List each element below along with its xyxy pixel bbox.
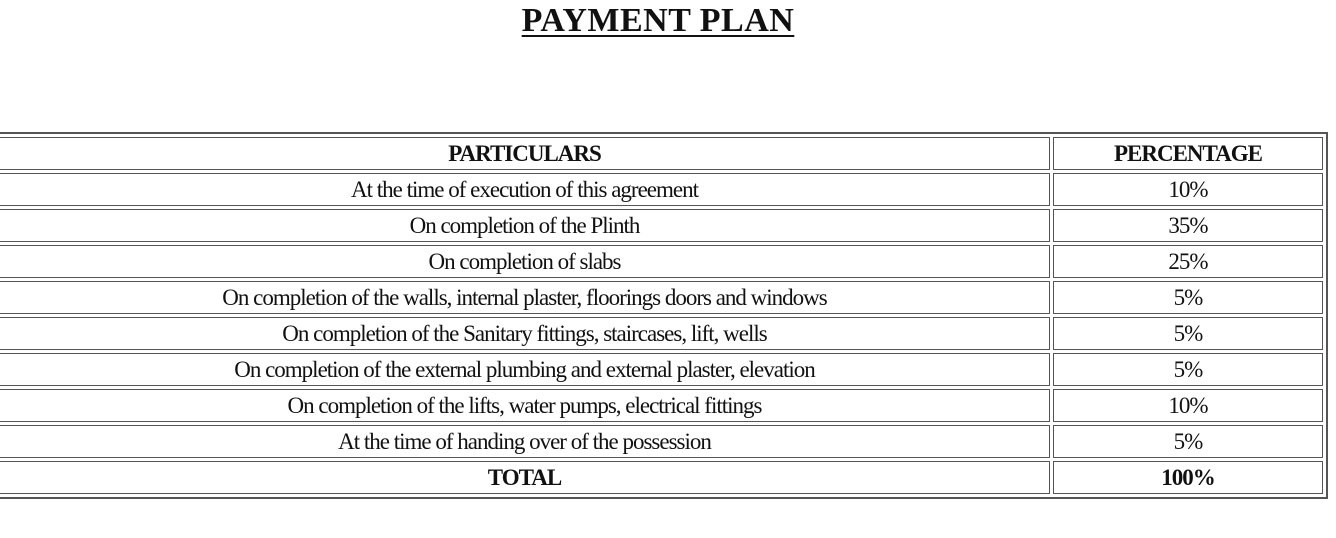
row-percentage: 5% [1053, 317, 1323, 350]
payment-plan-table-container [0, 132, 1330, 499]
payment-plan-table [0, 132, 1328, 499]
table-row [0, 353, 1323, 386]
total-row [0, 461, 1323, 494]
table-row [0, 173, 1323, 206]
header-particulars: PARTICULARS [0, 137, 1050, 170]
row-particular: At the time of execution of this agreement [0, 173, 1050, 206]
table-row [0, 389, 1323, 422]
row-percentage: 5% [1053, 281, 1323, 314]
total-value: 100% [1053, 461, 1323, 494]
row-percentage: 35% [1053, 209, 1323, 242]
row-particular: At the time of handing over of the possession [0, 425, 1050, 458]
row-particular: On completion of the lifts, water pumps, electrical fittings [0, 389, 1050, 422]
table-header-row [0, 137, 1323, 170]
row-particular: On completion of the external plumbing and external plaster, elevation [0, 353, 1050, 386]
table-row [0, 281, 1323, 314]
table-row [0, 425, 1323, 458]
table-row [0, 317, 1323, 350]
row-percentage: 5% [1053, 353, 1323, 386]
row-percentage: 10% [1053, 173, 1323, 206]
row-percentage: 25% [1053, 245, 1323, 278]
table-row [0, 245, 1323, 278]
row-particular: On completion of slabs [0, 245, 1050, 278]
row-particular: On completion of the walls, internal plaster, floorings doors and windows [0, 281, 1050, 314]
table-row [0, 209, 1323, 242]
row-percentage: 5% [1053, 425, 1323, 458]
row-particular: On completion of the Sanitary fittings, staircases, lift, wells [0, 317, 1050, 350]
total-label: TOTAL [0, 461, 1050, 494]
header-percentage: PERCENTAGE [1053, 137, 1323, 170]
page-title: PAYMENT PLAN [521, 2, 795, 39]
row-percentage: 10% [1053, 389, 1323, 422]
row-particular: On completion of the Plinth [0, 209, 1050, 242]
